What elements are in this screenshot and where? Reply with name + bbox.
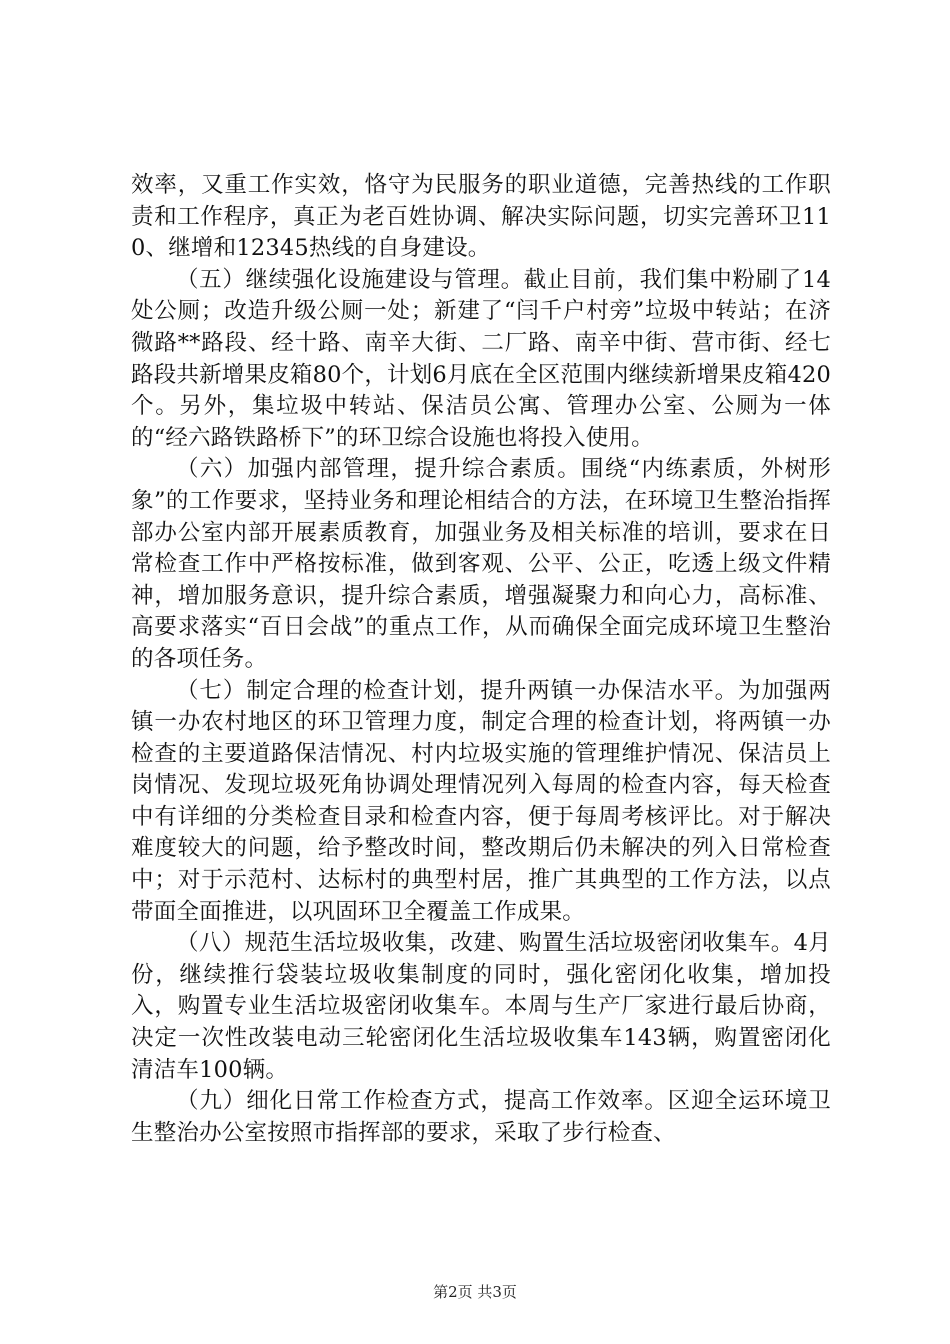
page-footer	[0, 1282, 950, 1302]
page-number-label: 第2页 共3页	[433, 1283, 517, 1301]
paragraph-section-7: （七）制定合理的检查计划，提升两镇一办保洁水平。为加强两镇一办农村地区的环卫管理力度，制定合理的检查计划，将两镇一办检查的主要道路保洁情况、村内垃圾实施的管理维护情况、保洁员上岗情况、发现垃圾死角协调处理情况列入每周的检查内容，每天检查中有详细的分类检查目录和检查内容，便于每周考核评比。对于解决难度较大的问题，给予整改时间，整改期后仍未解决的列入日常检查中；对于示范村、达标村的典型村居，推广其典型的工作方法，以点带面全面推进，以巩固环卫全覆盖工作成果。	[131, 677, 831, 925]
document-body	[131, 170, 831, 1149]
paragraph-section-8: （八）规范生活垃圾收集，改建、购置生活垃圾密闭收集车。4月份，继续推行袋装垃圾收集制度的同时，强化密闭化收集，增加投入，购置专业生活垃圾密闭收集车。本周与生产厂家进行最后协商，决定一次性改装电动三轮密闭化生活垃圾收集车143辆，购置密闭化清洁车100辆。	[131, 930, 831, 1083]
paragraph-section-9: （九）细化日常工作检查方式，提高工作效率。区迎全运环境卫生整治办公室按照市指挥部的要求，采取了步行检查、	[131, 1088, 831, 1146]
paragraph-section-6: （六）加强内部管理，提升综合素质。围绕“内练素质，外树形象”的工作要求，坚持业务和理论相结合的方法，在环境卫生整治指挥部办公室内部开展素质教育，加强业务及相关标准的培训，要求在日常检查工作中严格按标准，做到客观、公平、公正，吃透上级文件精神，增加服务意识，提升综合素质，增强凝聚力和向心力，高标准、高要求落实“百日会战”的重点工作，从而确保全面完成环境卫生整治的各项任务。	[131, 456, 831, 672]
paragraph-section-5: （五）继续强化设施建设与管理。截止目前，我们集中粉刷了14处公厕；改造升级公厕一处；新建了“闫千户村旁”垃圾中转站；在济微路**路段、经十路、南辛大街、二厂路、南辛中街、营市街、经七路段共新增果皮箱80个，计划6月底在全区范围内继续新增果皮箱420个。另外，集垃圾中转站、保洁员公寓、管理办公室、公厕为一体的“经六路铁路桥下”的环卫综合设施也将投入使用。	[131, 266, 831, 451]
paragraph-continued: 效率，又重工作实效，恪守为民服务的职业道德，完善热线的工作职责和工作程序，真正为老百姓协调、解决实际问题，切实完善环卫110、继增和12345热线的自身建设。	[131, 172, 831, 262]
